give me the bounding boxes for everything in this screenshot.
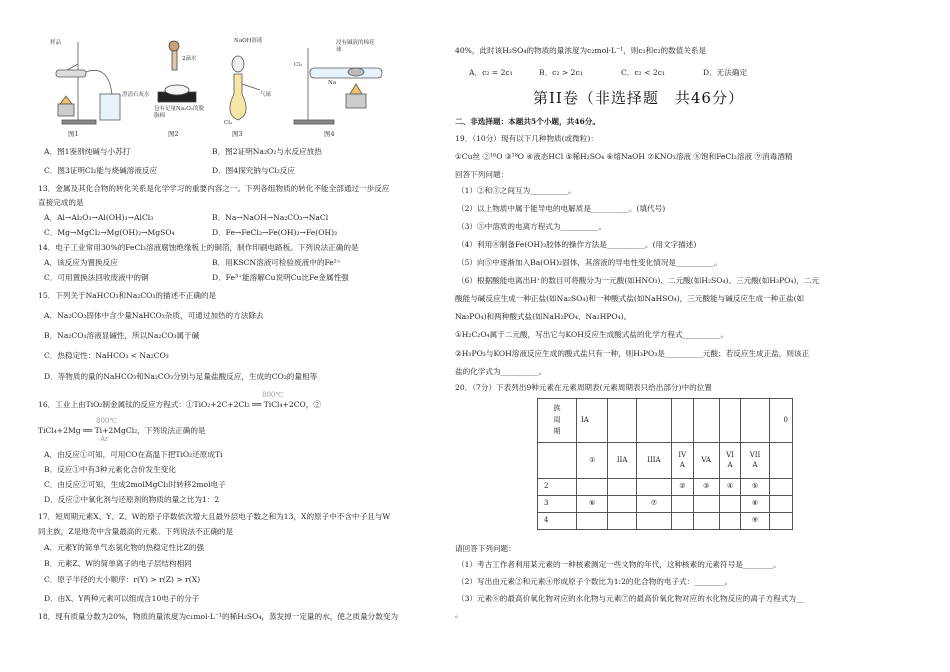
section-title: 第II卷（非选择题 共46分） [533, 89, 744, 107]
q13-option-a: A．Al→Al₂O₃→Al(OH)₃→AlCl₃ [44, 213, 154, 222]
q17-stem-2: 同主族，Z是地壳中含量最高的元素。下列说法不正确的是 [38, 527, 234, 536]
pt-group-iia: IIA [608, 443, 636, 479]
q19-stem: 19．（10分）现有以下几种物质(或微粒)： [455, 134, 598, 143]
q17-option-c: C．原子半径的大小顺序：r(Y) > r(Z) > r(X) [44, 575, 201, 584]
pt-cell [769, 496, 792, 513]
pt-element-9: ⑨ [741, 513, 769, 530]
q16-option-a: A．由反应①可知，可用CO在高温下把TiO₂还原成Ti [44, 450, 223, 459]
q13-option-d: D．Fe→FeCl₂→Fe(OH)₂→Fe(OH)₃ [212, 228, 338, 237]
q13-option-b: B．Na→NaOH→Na₂CO₃→NaCl [212, 213, 329, 222]
pt-head-ia: IA [577, 399, 608, 443]
q18-option-d: D．无法确定 [703, 68, 748, 77]
q14-option-d: D．Fe³⁺能溶解Cu说明Cu比Fe金属性强 [212, 273, 349, 282]
q18-stem: 18．现有质量分数为20%，物质的量浓度为c₁mol·L⁻¹的稀H₂SO₄，蒸发掉一定量的水，使之质量分数变为 [38, 612, 399, 621]
label-limewater: 澄清石灰水 [122, 92, 150, 98]
pt-group-va: VA [693, 443, 719, 479]
pt-cell [693, 513, 719, 530]
pt-group-via: VI A [719, 443, 741, 479]
pt-period-3: 3 [538, 496, 577, 513]
q19-sub-3: （3）⑤中溶质的电离方程式为__________。 [457, 222, 607, 231]
pt-cell [608, 399, 636, 443]
label-sample: 样品 [50, 40, 62, 46]
pt-cell [719, 496, 741, 513]
pt-cell [636, 513, 671, 530]
pt-cell [769, 443, 792, 479]
q16-option-d: D．反应②中氧化剂与还原剂的物质的量之比为1：2 [44, 495, 220, 504]
q18-continuation: 40%，此时该H₂SO₄的物质的量浓度为c₂mol·L⁻¹，则c₁和c₂的数值关系是 [455, 46, 707, 55]
label-drops: 2滴水 [182, 56, 197, 62]
pt-cell [672, 399, 694, 443]
q16-option-c: C．由反应②可知，生成2molMgCl₂时转移2mol电子 [44, 480, 226, 489]
pt-element-8: ⑧ [741, 496, 769, 513]
pt-cell [741, 399, 769, 443]
pt-cell [608, 513, 636, 530]
q19-sub-6-part2-cont: 盐的化学式为__________。 [455, 367, 547, 376]
beaker-icon [100, 94, 120, 120]
pt-period-4: 4 [538, 513, 577, 530]
q14-option-c: C．可用置换法回收废液中的铜 [44, 273, 149, 282]
pt-element-2: ② [672, 479, 694, 496]
pt-group-iiia: IIIA [636, 443, 671, 479]
label-wrapped: 包有足量Na₂O₂的脱脂棉 [154, 106, 205, 120]
q19-sub-2: （2）以上物质中属于能导电的电解质是__________。(填代号) [457, 204, 666, 213]
pt-period-1 [538, 443, 577, 479]
pt-cell [693, 496, 719, 513]
label-balloon: 气球 [260, 92, 272, 98]
q19-sub-5: （5）向⑤中逐渐加入Ba(OH)₂固体，其溶液的导电性变化情况是__________。 [457, 258, 722, 267]
section-note: 二、非选择题：本题共5个小题，共46分。 [455, 117, 600, 126]
pt-cell [672, 513, 694, 530]
q16-condition-2: 800℃ [96, 417, 118, 425]
pt-element-7: ⑦ [636, 496, 671, 513]
q19-sub-6-line1: （6）根据酸能电离出H⁺的数目可将酸分为一元酸(如HNO₃)、二元酸(如H₂SO₄)、三元酸(如H₃PO₄)，二元 [457, 276, 820, 285]
q15-option-a: A．Na₂CO₃固体中含少量NaHCO₃杂质，可通过加热的方法除去 [44, 311, 264, 320]
figure1-apparatus [56, 42, 120, 124]
caption-fig3: 图3 [232, 130, 243, 138]
q19-ask: 回答下列问题： [455, 170, 509, 179]
pt-cell [636, 479, 671, 496]
pt-element-4: ④ [719, 479, 741, 496]
pt-element-5: ⑤ [741, 479, 769, 496]
q15-option-b: B．Na₂CO₃溶液显碱性，所以Na₂CO₃属于碱 [44, 331, 200, 340]
q18-option-b: B．c₂ > 2c₁ [539, 68, 583, 77]
q19-sub-6-part1: ①H₂C₂O₄属于二元酸，写出它与KOH反应生成酸式盐的化学方程式__________。 [455, 330, 729, 339]
label-soaked: 浸有碱液的棉花球 [336, 40, 375, 54]
q13-option-c: C．Mg→MgCl₂→Mg(OH)₂→MgSO₄ [44, 228, 175, 237]
tube-icon [310, 68, 382, 78]
q19-sub-6-line3: Na₃PO₄)和两种酸式盐(如NaH₂PO₄、Na₂HPO₄)。 [455, 312, 632, 321]
pt-cell [672, 496, 694, 513]
q18-option-c: C．c₂ < 2c₁ [621, 68, 666, 77]
label-cl2-fig4: Cl₂ [294, 62, 303, 68]
pt-head-corner: 族 周 期 [538, 399, 577, 443]
q20-sub-3: （3）元素⑥的最高价氧化物对应的水化物与元素⑦的最高价氧化物对应的水化物反应的离子方程式为__ [457, 594, 804, 603]
q16-option-b: B．反应①中有3种元素化合价发生变化 [44, 465, 176, 474]
pt-period-2: 2 [538, 479, 577, 496]
q18-option-a: A．c₂ = 2c₁ [469, 68, 513, 77]
q16-ar-label: Ar [100, 435, 109, 443]
figure4-apparatus [294, 48, 382, 124]
q20-ask: 请回答下列问题： [455, 544, 516, 553]
pt-cell [577, 513, 608, 530]
pt-element-1: ① [577, 443, 608, 479]
q20-stem: 20．（7分）下表列出9种元素在元素周期表(元素周期表只给出部分)中的位置 [455, 383, 712, 392]
q16-equation-2: TiCl₄+2Mg ══ Ti+2MgCl₂，下列说法正确的是 [38, 426, 206, 435]
q12-option-b: B．图2证明Na₂O₂与水反应放热 [212, 147, 322, 156]
q12-option-d: D．图4探究钠与Cl₂反应 [212, 166, 295, 175]
q13-stem-2: 直接完成的是 [38, 198, 84, 207]
pt-cell [693, 399, 719, 443]
q19-sub-1: （1）②和③之间互为__________。 [457, 186, 576, 195]
q14-option-a: A．该反应为置换反应 [44, 258, 118, 267]
pt-cell [608, 479, 636, 496]
q14-option-b: B．用KSCN溶液可检验废液中的Fe²⁺ [212, 258, 341, 267]
alcohol-lamp-icon [60, 96, 72, 104]
q20-sub-2: （2）写出由元素②和元素④形成原子个数比为1:2的化合物的电子式：________。 [457, 577, 733, 586]
q16-stem: 16．工业上由TiO₂制金属钛的反应方程式：①TiO₂+2C+2Cl₂ ══ TiCl₄+2CO，② [38, 400, 321, 409]
periodic-table [537, 398, 793, 530]
q14-stem: 14．电子工业常用30%的FeCl₃溶液腐蚀绝缘板上的铜箔，制作印刷电路板。下列说法正确的是 [38, 243, 359, 252]
caption-fig1: 图1 [68, 130, 79, 138]
experiment-figures [38, 34, 438, 142]
q19-sub-4: （4）利用⑧制备Fe(OH)₃胶体的操作方法是__________。(用文字描述) [457, 240, 697, 249]
q17-option-d: D．由X、Y两种元素可以组成含10电子的分子 [44, 594, 200, 603]
pt-element-6: ⑥ [577, 496, 608, 513]
pt-cell [636, 399, 671, 443]
q12-option-c: C．图3证明Cl₂能与烧碱溶液反应 [44, 166, 158, 175]
pt-cell [719, 399, 741, 443]
figure2-apparatus [158, 41, 196, 102]
pt-group-iva: IV A [672, 443, 694, 479]
q19-items: ①Cu丝 ②¹⁶O ③¹⁸O ④液态HCl ⑤稀H₂SO₄ ⑥熔NaOH ⑦KNO₃溶液 ⑧饱和FeCl₃溶液 ⑨消毒酒精 [455, 152, 793, 161]
pt-head-0: 0 [769, 399, 792, 443]
pt-group-viia: VII A [741, 443, 769, 479]
pt-cell [769, 513, 792, 530]
q19-sub-6-line2: 酸能与碱反应生成一种正盐(如Na₂SO₄)和一种酸式盐(如NaHSO₄)，三元酸能与碱反应生成一种正盐(如 [455, 294, 805, 303]
q20-sub-1: （1）考古工作者利用某元素的一种核素测定一些文物的年代，这种核素的元素符号是________。 [457, 560, 781, 569]
figure-drawings [38, 34, 438, 142]
figure3-apparatus [230, 56, 260, 120]
label-na: Na [328, 80, 337, 86]
q15-stem: 15．下列关于NaHCO₃和Na₂CO₃的描述不正确的是 [38, 291, 217, 300]
q16-condition-1: 800℃ [262, 391, 284, 399]
q13-stem: 13．金属及其化合物的转化关系是化学学习的重要内容之一。下列各组物质的转化不能全部通过一步反应 [38, 184, 390, 193]
q17-option-b: B．元素Z、W的简单离子的电子层结构相同 [44, 559, 192, 568]
q17-stem: 17．短周期元素X、Y、Z、W的原子序数依次增大且最外层电子数之和为13，X的原子中不含中子且与W [38, 512, 391, 521]
pt-cell [577, 479, 608, 496]
q15-option-d: D．等物质的量的NaHCO₃和Na₂CO₃分别与足量盐酸反应，生成的CO₂的量相等 [44, 372, 318, 381]
q20-end: 。 [455, 610, 463, 619]
pt-cell [769, 479, 792, 496]
pt-element-3: ③ [693, 479, 719, 496]
label-naoh: NaOH溶液 [234, 38, 263, 44]
caption-fig2: 图2 [168, 130, 179, 138]
q17-option-a: A．元素Y的简单气态氢化物的热稳定性比Z的强 [44, 543, 205, 552]
q15-option-c: C．热稳定性：NaHCO₃ < Na₂CO₃ [44, 351, 169, 360]
pt-cell [719, 513, 741, 530]
q12-option-a: A．图1鉴别纯碱与小苏打 [44, 147, 131, 156]
flask-icon [230, 74, 246, 120]
caption-fig4: 图4 [324, 130, 335, 138]
q19-sub-6-part2: ②H₃PO₃与KOH溶液反应生成的酸式盐只有一种，则H₃PO₃是__________元酸；若反应生成正盐，则该正 [455, 349, 810, 358]
pt-cell [608, 496, 636, 513]
label-cl2-fig3: Cl₂ [224, 120, 233, 126]
